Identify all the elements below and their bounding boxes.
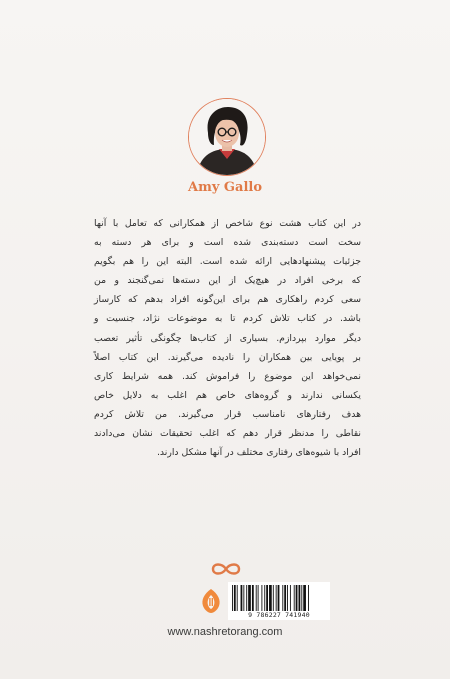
author-name: Amy Gallo (188, 180, 262, 195)
description-line: هدف رفتارهای نامناسب قرار می‌گیرند. من تلاش کردم (94, 408, 361, 420)
infinity-icon (208, 560, 244, 578)
description-line: بر پویایی بین همکاران را نادیده می‌گیرند. این کتاب اصلاً (94, 351, 361, 363)
description-line: نمی‌خواهد این موضوع را فراموش کند. همه شرایط کاری (94, 370, 361, 382)
description-line: در این کتاب هشت نوع شاخص از همکارانی که تعامل با آنها (94, 218, 361, 229)
description-line: یکسانی ندارند و گروه‌های خاص هم اغلب به دلایل خاص (94, 389, 361, 401)
description-line: نقاطی را مدنظر قرار دهم که اغلب تحقیقات نشان می‌دادند (94, 428, 361, 440)
barcode-digits: 9 786227 741940 (248, 611, 310, 619)
isbn-barcode (228, 582, 330, 620)
description-line: سعی کردم راهکاری هم برای این‌گونه افراد بدهم که کارساز (94, 294, 361, 306)
description-line: دیگر موارد بپردازم. بسیاری از کتاب‌ها چگونگی تأثیر تعصب (94, 332, 361, 344)
description-line: که برخی افراد در هیچ‌یک از این دسته‌ها نمی‌گنجند و من (94, 275, 361, 287)
author-portrait (188, 98, 266, 176)
description-line: سخت است دسته‌بندی شده است و برای هر دسته به (94, 237, 361, 249)
publisher-logo-icon (197, 587, 225, 615)
description-line: جزئیات پیشنهادهایی ارائه شده است. البته این را هم بگویم (94, 256, 361, 268)
description-line: افراد با شیوه‌های رفتاری مختلف در آنها مشکل دارند. (156, 447, 361, 459)
description-line: باشد. در کتاب تلاش کردم تا به موضوعات نژاد، جنسیت و (94, 313, 361, 325)
publisher-website[interactable]: www.nashretorang.com (167, 626, 283, 638)
barcode-bars (231, 585, 327, 611)
book-description (94, 214, 361, 462)
